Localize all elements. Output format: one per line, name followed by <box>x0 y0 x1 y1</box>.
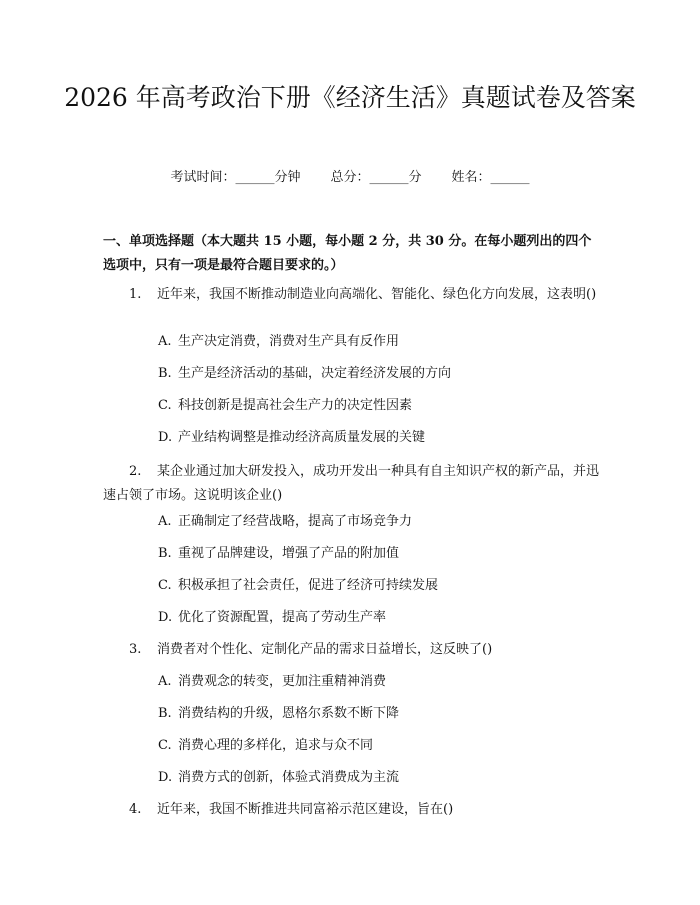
option-text: 重视了品牌建设，增强了产品的附加值 <box>178 546 400 561</box>
question-2-option-a <box>158 513 598 531</box>
option-letter: B. <box>158 546 172 561</box>
exam-title: 2026 年高考政治下册《经济生活》真题试卷及答案 <box>64 83 636 112</box>
question-3-stem <box>103 638 603 662</box>
question-1-text: 近年来，我国不断推动制造业向高端化、智能化、绿色化方向发展，这表明() <box>157 287 597 302</box>
option-letter: D. <box>158 430 173 445</box>
question-3-option-b <box>158 705 598 723</box>
option-letter: D. <box>158 770 173 785</box>
option-text: 消费结构的升级，恩格尔系数不断下降 <box>178 706 400 721</box>
question-1-stem <box>103 283 603 307</box>
option-letter: C. <box>158 738 172 753</box>
question-2-option-d <box>158 609 598 627</box>
total-score-field: 总分：______分 <box>330 170 422 185</box>
question-3-number: 3. <box>129 642 142 657</box>
question-1-option-c <box>158 397 598 415</box>
option-letter: B. <box>158 366 172 381</box>
section-heading: 一、单项选择题（本大题共 15 小题，每小题 2 分，共 30 分。在每小题列出的四个选项中，只有一项是最符合题目要求的。） <box>103 234 592 273</box>
option-letter: A. <box>158 674 172 689</box>
option-text: 优化了资源配置，提高了劳动生产率 <box>178 610 387 625</box>
question-1-number: 1. <box>129 287 142 302</box>
option-text: 生产决定消费，消费对生产具有反作用 <box>178 334 400 349</box>
option-letter: B. <box>158 706 172 721</box>
option-text: 积极承担了社会责任，促进了经济可持续发展 <box>178 578 439 593</box>
option-text: 生产是经济活动的基础，决定着经济发展的方向 <box>178 366 452 381</box>
question-3-option-a <box>158 673 598 691</box>
question-1-option-d <box>158 429 598 447</box>
option-text: 消费观念的转变，更加注重精神消费 <box>178 674 387 689</box>
student-name-field: 姓名：______ <box>451 170 530 185</box>
exam-meta <box>0 169 700 187</box>
question-4-number: 4. <box>129 802 142 817</box>
question-2-option-b <box>158 545 598 563</box>
question-2-option-c <box>158 577 598 595</box>
option-text: 科技创新是提高社会生产力的决定性因素 <box>178 398 413 413</box>
question-4-stem <box>103 798 603 822</box>
option-text: 产业结构调整是推动经济高质量发展的关键 <box>178 430 426 445</box>
option-text: 消费方式的创新，体验式消费成为主流 <box>178 770 400 785</box>
option-letter: D. <box>158 610 173 625</box>
question-2-stem <box>103 460 603 508</box>
option-letter: C. <box>158 578 172 593</box>
question-2-number: 2. <box>129 464 142 479</box>
exam-time-field: 考试时间：______分钟 <box>170 170 301 185</box>
question-4-text: 近年来，我国不断推进共同富裕示范区建设，旨在() <box>157 802 454 817</box>
question-3-option-d <box>158 769 598 787</box>
question-1-option-a <box>158 333 598 351</box>
option-text: 正确制定了经营战略，提高了市场竞争力 <box>178 514 413 529</box>
option-letter: C. <box>158 398 172 413</box>
option-text: 消费心理的多样化，追求与众不同 <box>178 738 374 753</box>
question-3-text: 消费者对个性化、定制化产品的需求日益增长，这反映了() <box>157 642 493 657</box>
option-letter: A. <box>158 514 172 529</box>
question-2-text: 某企业通过加大研发投入，成功开发出一种具有自主知识产权的新产品，并迅速占领了市场。这说明该企业() <box>103 464 600 503</box>
question-3-option-c <box>158 737 598 755</box>
option-letter: A. <box>158 334 172 349</box>
question-1-option-b <box>158 365 598 383</box>
